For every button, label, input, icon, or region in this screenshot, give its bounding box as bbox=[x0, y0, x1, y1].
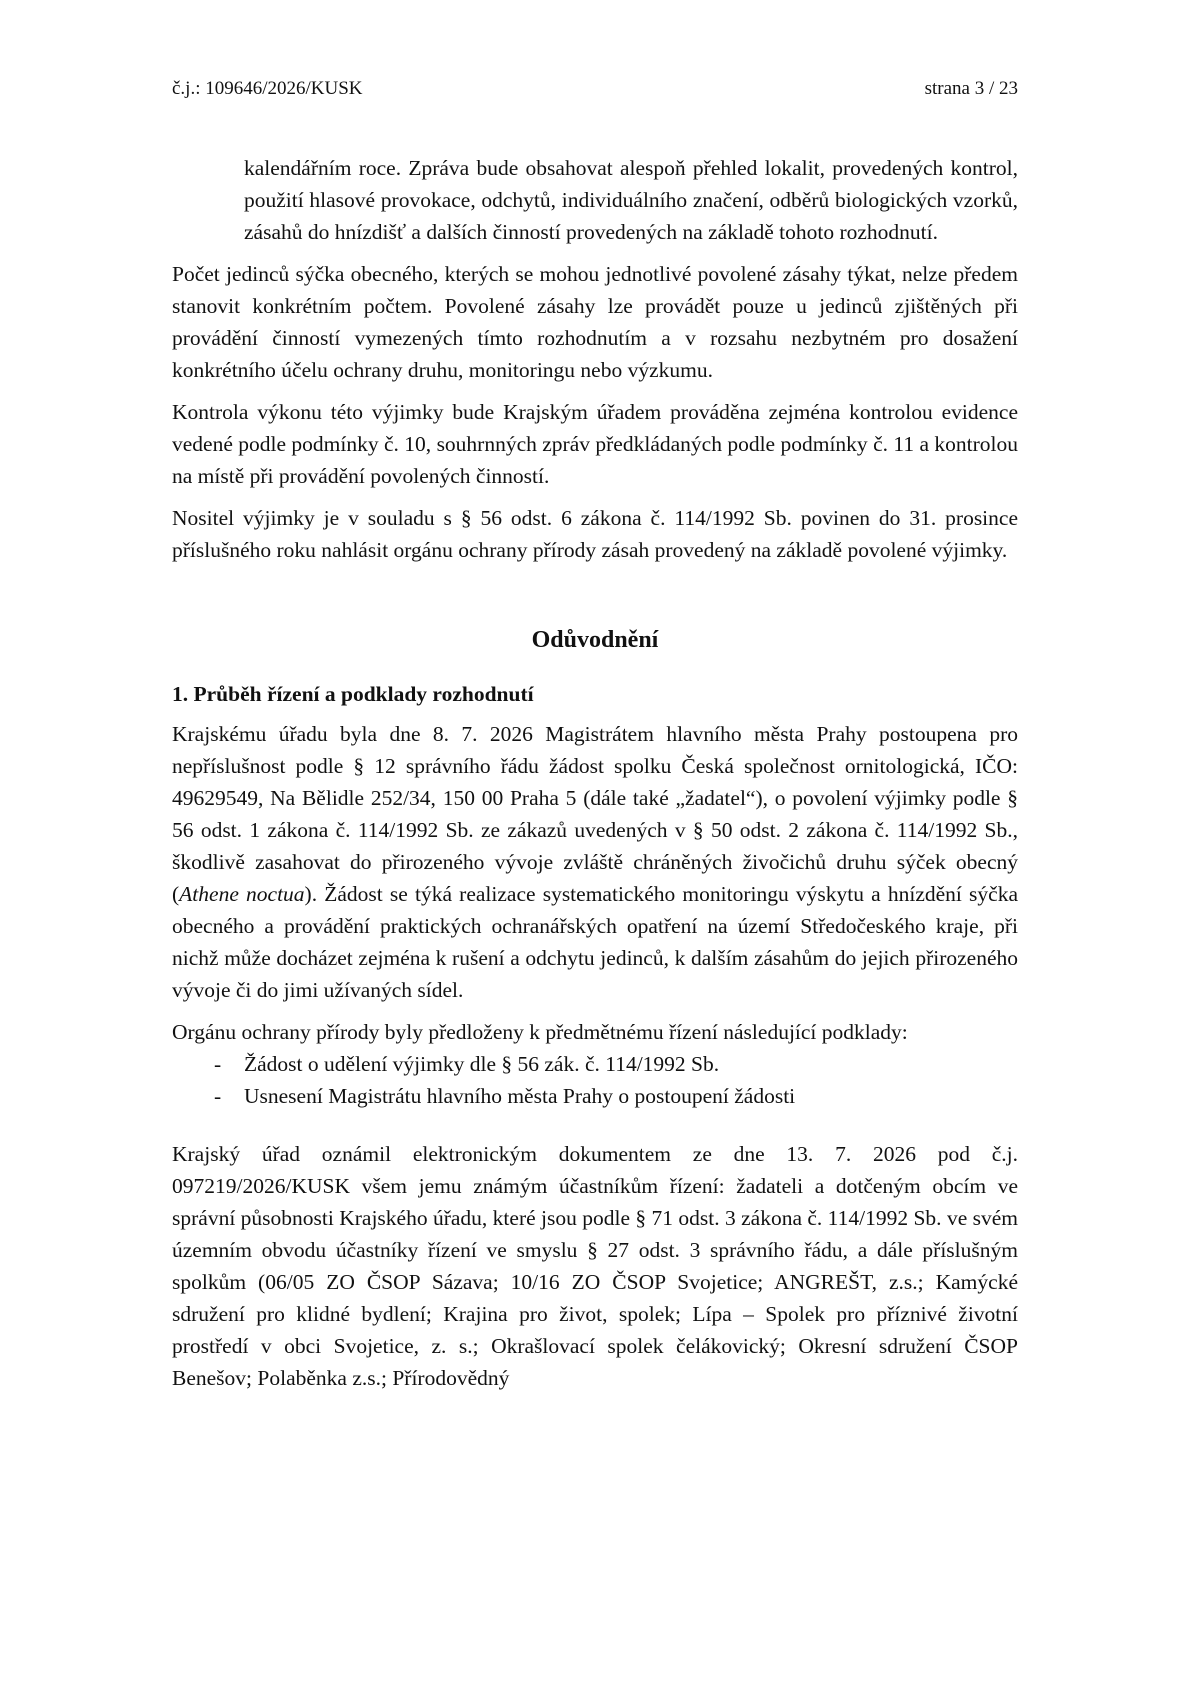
paragraph-reporting-duty: Nositel výjimky je v souladu s § 56 odst. 6 zákona č. 114/1992 Sb. povinen do 31. prosince příslušného roku nahlásit orgánu ochrany přírody zásah provedený na základě povolené výjimky. bbox=[172, 506, 1018, 562]
species-latin-name: Athene noctua bbox=[179, 882, 305, 906]
page-header bbox=[172, 78, 1018, 100]
document-body bbox=[172, 152, 1018, 1404]
paragraph-individuals: Počet jedinců sýčka obecného, kterých se mohou jednotlivé povolené zásahy týkat, nelze předem stanovit konkrétním počtem. Povolené zásahy lze provádět pouze u jedinců zjištěných při provádění činností vymezených tímto rozhodnutím a v rozsahu nezbytném pro dosažení konkrétního účelu ochrany druhu, monitoringu nebo výzkumu. bbox=[172, 262, 1018, 382]
paragraph-documents-intro: Orgánu ochrany přírody byly předloženy k předmětnému řízení následující podklady: bbox=[172, 1020, 908, 1044]
paragraph-control: Kontrola výkonu této výjimky bude Krajským úřadem prováděna zejména kontrolou evidence vedené podle podmínky č. 10, souhrnných zpráv předkládaných podle podmínky č. 11 a kontrolou na místě při provádění povolených činností. bbox=[172, 400, 1018, 488]
list-item-text: Žádost o udělení výjimky dle § 56 zák. č. 114/1992 Sb. bbox=[244, 1052, 720, 1076]
paragraph-notification: Krajský úřad oznámil elektronickým dokumentem ze dne 13. 7. 2026 pod č.j. 097219/2026/KUSK všem jemu známým účastníkům řízení: žadateli a dotčeným obcím ve správní působnosti Krajského úřadu, které jsou podle § 71 odst. 3 zákona č. 114/1992 Sb. ve svém územním obvodu účastníky řízení ve smyslu § 27 odst. 3 správního řádu, a dále příslušným spolkům (06/05 ZO ČSOP Sázava; 10/16 ZO ČSOP Svojetice; ANGREŠT, z.s.; Kamýcké sdružení pro klidné bydlení; Krajina pro život, spolek; Lípa – Spolek pro příznivé životní prostředí v obci Svojetice, z. s.; Okrašlovací spolek čelákovický; Okresní sdružení ČSOP Benešov; Polaběnka z.s.; Přírodovědný bbox=[172, 1142, 1018, 1390]
list-dash: - bbox=[214, 1052, 222, 1076]
paragraph-application bbox=[172, 718, 1018, 1006]
list-dash: - bbox=[214, 1084, 222, 1108]
documents-list bbox=[172, 1048, 1018, 1112]
list-item-text: Usnesení Magistrátu hlavního města Prahy o postoupení žádosti bbox=[244, 1084, 796, 1108]
reference-number: č.j.: 109646/2026/KUSK bbox=[172, 78, 363, 99]
paragraph-application-text-2: ). Žádost se týká realizace systematického monitoringu výskytu a hnízdění sýčka obecného a provádění praktických ochranářských opatření na území Středočeského kraje, při nichž může docházet zejména k rušení a odchytu jedinců, k dalším zásahům do jejich přirozeného vývoje či do jimi užívaných sídel. bbox=[172, 882, 1018, 1002]
subsection-title: 1. Průběh řízení a podklady rozhodnutí bbox=[172, 682, 534, 706]
section-title: Odůvodnění bbox=[531, 627, 659, 653]
list-item bbox=[172, 1080, 1018, 1112]
paragraph-report: kalendářním roce. Zpráva bude obsahovat alespoň přehled lokalit, provedených kontrol, použití hlasové provokace, odchytů, individuálního značení, odběrů biologických vzorků, zásahů do hnízdišť a dalších činností provedených na základě tohoto rozhodnutí. bbox=[244, 156, 1018, 244]
page-number: strana 3 / 23 bbox=[924, 78, 1018, 99]
list-item bbox=[172, 1048, 1018, 1080]
paragraph-application-text-1: Krajskému úřadu byla dne 8. 7. 2026 Magistrátem hlavního města Prahy postoupena pro nepříslušnost podle § 12 správního řádu žádost spolku Česká společnost ornitologická, IČO: 49629549, Na Bělidle 252/34, 150 00 Praha 5 (dále také „žadatel“), o povolení výjimky podle § 56 odst. 1 zákona č. 114/1992 Sb. ze zákazů uvedených v § 50 odst. 2 zákona č. 114/1992 Sb., škodlivě zasahovat do přirozeného vývoje zvláště chráněných živočichů druhu sýček obecný ( bbox=[172, 722, 1018, 906]
